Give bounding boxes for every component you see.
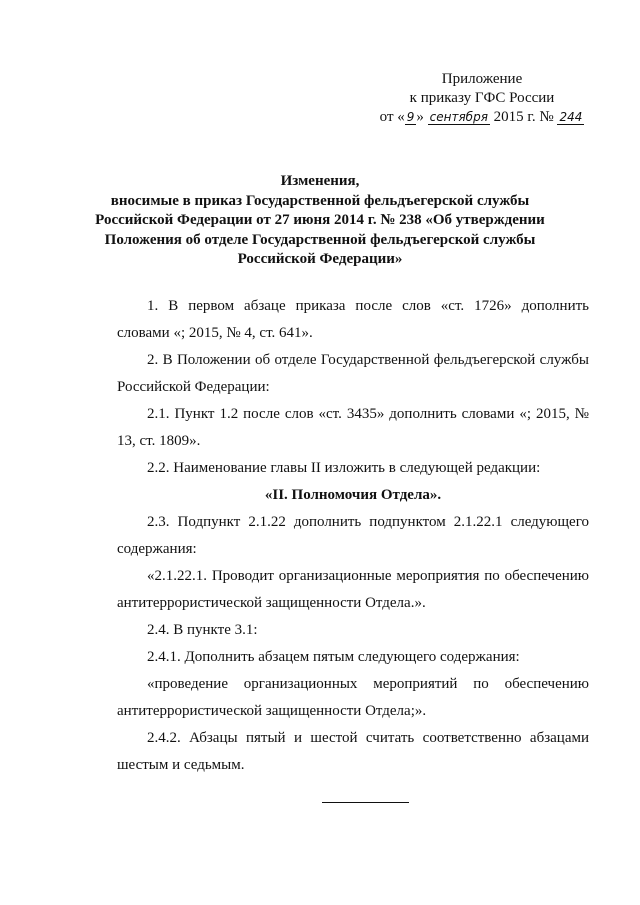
date-prefix: от « <box>379 109 405 125</box>
paragraph-2-3: 2.3. Подпункт 2.1.22 дополнить подпунктом 2.1.22.1 следующего содержания: <box>117 514 589 557</box>
paragraph-2-4: 2.4. В пункте 3.1: <box>147 622 258 638</box>
handwritten-month: сентября <box>429 110 488 124</box>
date-quote: » <box>416 109 424 125</box>
closing-rule <box>322 802 409 803</box>
paragraph-2-4-1: 2.4.1. Дополнить абзацем пятым следующего содержания: <box>147 649 520 665</box>
handwritten-order-number: 244 <box>559 110 583 124</box>
paragraph-2-2: 2.2. Наименование главы II изложить в следующей редакции: <box>147 460 541 476</box>
attachment-label: Приложение <box>441 71 523 87</box>
paragraph-2-4-2: 2.4.2. Абзацы пятый и шестой считать соответственно абзацами шестым и седьмым. <box>117 730 589 773</box>
chapter-heading: «II. Полномочия Отдела». <box>264 487 442 503</box>
title-line-1: Изменения, <box>280 173 360 189</box>
paragraph-quote-item: «проведение организационных мероприятий по обеспечению антитеррористической защищенности Отдела;». <box>117 676 589 719</box>
title-line-3: Российской Федерации от 27 июня 2014 г. № 238 «Об утверждении <box>95 212 545 228</box>
title-line-4: Положения об отделе Государственной фельдъегерской службы <box>104 231 536 248</box>
paragraph-2: 2. В Положении об отделе Государственной фельдъегерской службы Российской Федерации: <box>117 352 589 395</box>
document-body <box>117 293 589 779</box>
attachment-header <box>372 70 592 127</box>
handwritten-day: 9 <box>406 110 415 124</box>
paragraph-2-1: 2.1. Пункт 1.2 после слов «ст. 3435» дополнить словами «; 2015, № 13, ст. 1809». <box>117 406 589 449</box>
paragraph-quote-2-1-22-1: «2.1.22.1. Проводит организационные мероприятия по обеспечению антитеррористической защищенности Отдела.». <box>117 568 589 611</box>
order-reference: к приказу ГФС России <box>409 90 555 106</box>
title-line-5: Российской Федерации» <box>237 251 403 267</box>
year-and-number-label: 2015 г. № <box>493 109 554 125</box>
document-title <box>95 172 545 270</box>
title-line-2: вносимые в приказ Государственной фельдъегерской службы <box>110 192 530 209</box>
order-date-line <box>372 108 592 127</box>
paragraph-1: 1. В первом абзаце приказа после слов «ст. 1726» дополнить словами «; 2015, № 4, ст. 641». <box>117 298 589 341</box>
